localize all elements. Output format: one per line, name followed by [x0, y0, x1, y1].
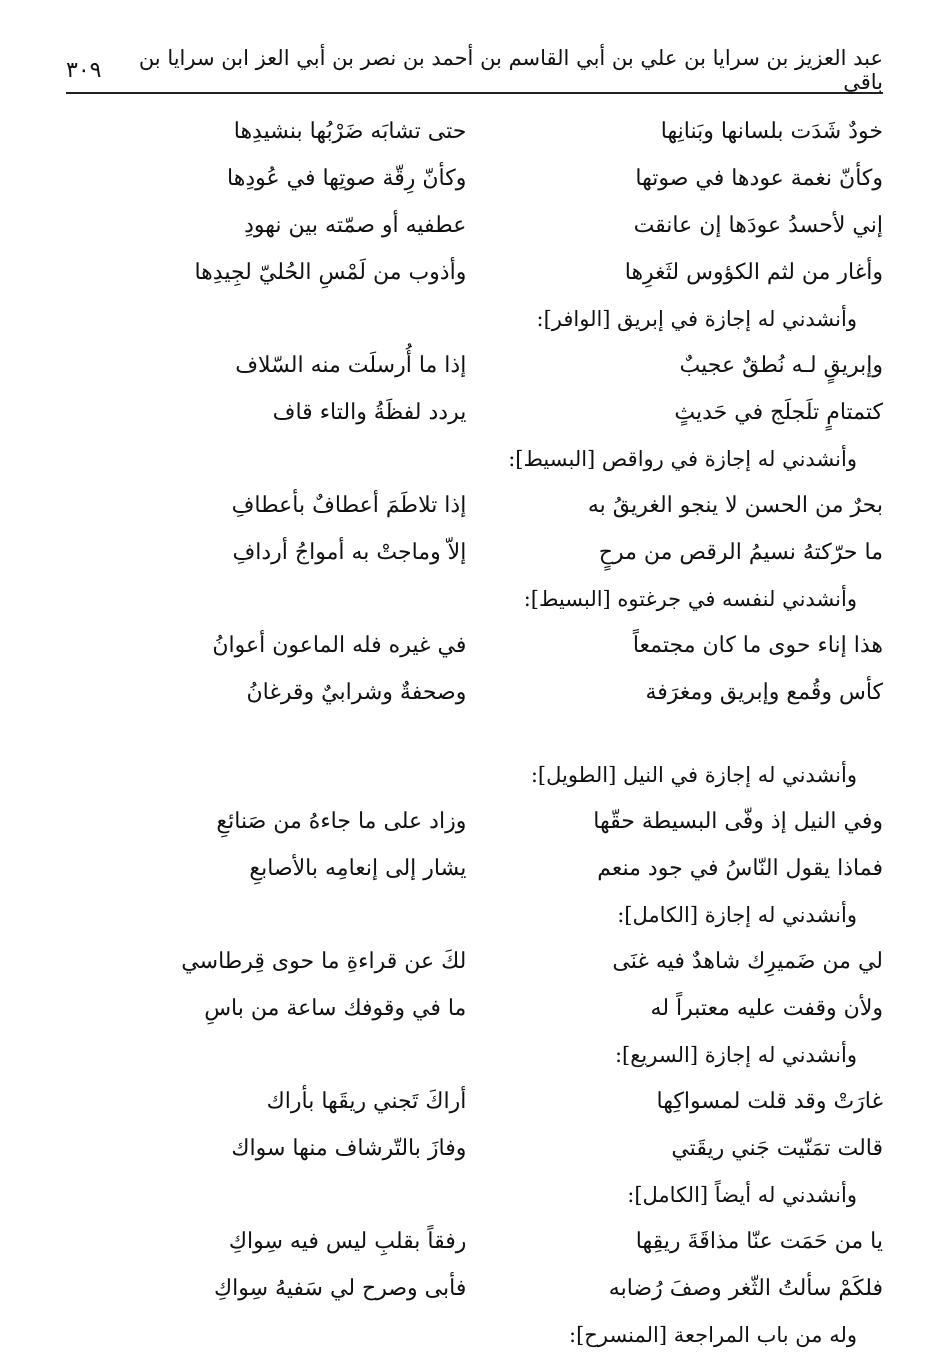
second-hemistich: إذا ما أُرسلَت منه السّلاف [235, 353, 467, 378]
verse-couplet [66, 1265, 883, 1312]
second-hemistich: يشار إلى إنعامِه بالأصابعِ [249, 856, 467, 881]
poem-intro-line: وأنشدني له إجازة في رواقص [البسيط]: [508, 447, 857, 471]
second-hemistich: لكَ عن قراءةِ ما حوى قِرطاسي [181, 949, 467, 974]
first-hemistich: إني لأحسدُ عودَها إن عانقت [633, 213, 883, 238]
poem-intro-line: وأنشدني له إجازة في النيل [الطويل]: [530, 763, 857, 787]
poem-intro-line: وأنشدني له إجازة [السريع]: [614, 1043, 857, 1067]
second-hemistich: ما في وقوفك ساعة من باسِ [204, 996, 467, 1021]
first-hemistich: فلكَمْ سألتُ الثّغر وصفَ رُضابه [608, 1276, 883, 1301]
first-hemistich: يا من حَمَت عنّا مذاقَةَ ريقِها [635, 1229, 883, 1254]
second-hemistich: فأبى وصرح لي سَفيهُ سِواكِ [213, 1276, 467, 1301]
first-hemistich: وكأنّ نغمة عودها في صوتها [635, 166, 883, 191]
verse-couplet [66, 108, 883, 155]
second-hemistich: إلاّ وماجتْ به أمواجُ أردافِ [232, 540, 467, 565]
first-hemistich: وإبريقٍ لـه نُطقٌ عجيبٌ [679, 353, 883, 378]
poem-intro-line: وأنشدني له إجازة في إبريق [الوافر]: [536, 307, 857, 331]
header-title: عبد العزيز بن سرايا بن علي بن أبي القاسم بن أحمد بن نصر بن أبي العز ابن سرايا بن باقي [138, 46, 883, 94]
verse-couplet [66, 798, 883, 845]
poem-intro-line: وأنشدني لنفسه في جرغتوه [البسيط]: [523, 587, 857, 611]
second-hemistich: في غيره فله الماعون أعوانُ [212, 633, 467, 658]
running-header [66, 48, 883, 94]
second-hemistich: إذا تلاطَمَ أعطافٌ بأعطافِ [231, 493, 467, 518]
first-hemistich: غارَتْ وقد قلت لمسواكِها [656, 1089, 883, 1114]
poem-intro-line: وله من باب المراجعة [المنسرح]: [569, 1323, 857, 1347]
poem-body [66, 108, 883, 1358]
second-hemistich: وأذوب من لَمْسِ الحُليّ لجِيدِها [194, 260, 467, 285]
verse-couplet [66, 529, 883, 576]
first-hemistich: وفي النيل إذ وفّى البسيطة حقّها [593, 809, 883, 834]
verse-couplet [66, 249, 883, 296]
first-hemistich: وأغار من لثم الكؤوس لثَغرِها [624, 260, 883, 285]
verse-couplet [66, 669, 883, 716]
verse-couplet [66, 985, 883, 1032]
verse-couplet [66, 938, 883, 985]
second-hemistich: حتى تشابَه ضَرْبُها بنشيدِها [233, 119, 467, 144]
first-hemistich: هذا إناء حوى ما كان مجتمعاً [632, 633, 883, 658]
verse-couplet [66, 845, 883, 892]
second-hemistich: أراكَ تَجني ريقَها بأراك [266, 1089, 467, 1114]
verse-couplet [66, 482, 883, 529]
first-hemistich: بحرٌ من الحسن لا ينجو الغريقُ به [587, 493, 883, 518]
first-hemistich: فماذا يقول النّاسُ في جود منعم [597, 856, 883, 881]
verse-couplet [66, 155, 883, 202]
verse-couplet [66, 1078, 883, 1125]
verse-couplet [66, 202, 883, 249]
verse-couplet [66, 1218, 883, 1265]
second-hemistich: وكأنّ رِقّة صوتِها في عُودِها [227, 166, 467, 191]
second-hemistich: وزاد على ما جاءهُ من صَنائعِ [216, 809, 467, 834]
second-hemistich: رفقاً بقلبِ ليس فيه سِواكِ [228, 1229, 467, 1254]
verse-couplet [66, 342, 883, 389]
verse-couplet [66, 389, 883, 436]
first-hemistich: لي من ضَميرِك شاهدٌ فيه غنَى [612, 949, 883, 974]
verse-couplet [66, 1125, 883, 1172]
first-hemistich: ما حرّكتهُ نسيمُ الرقص من مرحٍ [598, 540, 883, 565]
page-number: ٣٠٩ [66, 57, 102, 83]
first-hemistich: كتمتامٍ تلَجلَج في حَديثٍ [674, 400, 883, 425]
second-hemistich: وفازَ بالتّرشاف منها سواك [231, 1136, 467, 1161]
first-hemistich: كأس وقُمع وإبريق ومغرَفة [645, 680, 883, 705]
second-hemistich: عطفيه أو صمّته بين نهودِ [244, 213, 467, 238]
poem-intro-line: وأنشدني له إجازة [الكامل]: [617, 903, 857, 927]
poem-intro-line: وأنشدني له أيضاً [الكامل]: [627, 1183, 857, 1207]
first-hemistich: قالت تمَنّيت جَني ريقَتي [671, 1136, 883, 1161]
verse-couplet [66, 622, 883, 669]
first-hemistich: خودٌ شَدَت بلسانها وبَنانِها [660, 119, 883, 144]
first-hemistich: ولأن وقفت عليه معتبراً له [650, 996, 883, 1021]
second-hemistich: وصحفةٌ وشرابيٌ وقرغانُ [246, 680, 467, 705]
second-hemistich: يردد لفظَةُ والتاء قاف [272, 400, 467, 425]
